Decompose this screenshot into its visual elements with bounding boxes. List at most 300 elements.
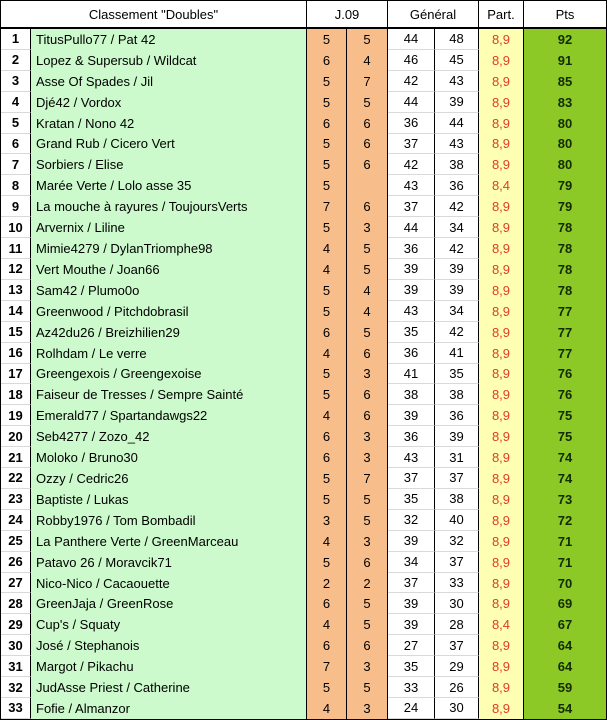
team-name-cell: Faiseur de Tresses / Sempre Sainté xyxy=(31,384,307,405)
rank-cell: 19 xyxy=(1,405,31,426)
general-col1-cell: 38 xyxy=(388,384,435,405)
j09-match1-cell: 4 xyxy=(307,698,347,719)
table-row xyxy=(1,405,606,426)
rank-cell: 12 xyxy=(1,259,31,280)
participation-cell: 8,9 xyxy=(479,134,524,155)
table-row xyxy=(1,259,606,280)
points-cell: 76 xyxy=(524,384,606,405)
header-classement: Classement "Doubles" xyxy=(1,1,307,27)
j09-match1-cell: 4 xyxy=(307,614,347,635)
participation-cell: 8,9 xyxy=(479,113,524,134)
general-col2-cell: 36 xyxy=(435,405,479,426)
table-row xyxy=(1,552,606,573)
participation-cell: 8,9 xyxy=(479,677,524,698)
team-name-cell: GreenJaja / GreenRose xyxy=(31,593,307,614)
j09-match1-cell: 5 xyxy=(307,217,347,238)
j09-match2-cell: 6 xyxy=(347,343,388,364)
rank-cell: 24 xyxy=(1,510,31,531)
participation-cell: 8,9 xyxy=(479,217,524,238)
table-row xyxy=(1,134,606,155)
participation-cell: 8,9 xyxy=(479,322,524,343)
participation-cell: 8,9 xyxy=(479,50,524,71)
rank-cell: 23 xyxy=(1,489,31,510)
header-part: Part. xyxy=(479,1,524,27)
rank-cell: 18 xyxy=(1,384,31,405)
table-row xyxy=(1,698,606,719)
team-name-cell: Kratan / Nono 42 xyxy=(31,113,307,134)
participation-cell: 8,9 xyxy=(479,301,524,322)
team-name-cell: Moloko / Bruno30 xyxy=(31,447,307,468)
general-col1-cell: 37 xyxy=(388,134,435,155)
general-col2-cell: 30 xyxy=(435,593,479,614)
general-col2-cell: 42 xyxy=(435,196,479,217)
table-row xyxy=(1,343,606,364)
participation-cell: 8,9 xyxy=(479,656,524,677)
rank-cell: 30 xyxy=(1,635,31,656)
j09-match2-cell: 6 xyxy=(347,196,388,217)
points-cell: 67 xyxy=(524,614,606,635)
table-row xyxy=(1,614,606,635)
rank-cell: 21 xyxy=(1,447,31,468)
general-col1-cell: 39 xyxy=(388,614,435,635)
points-cell: 74 xyxy=(524,447,606,468)
participation-cell: 8,9 xyxy=(479,71,524,92)
rank-cell: 33 xyxy=(1,698,31,719)
points-cell: 73 xyxy=(524,489,606,510)
j09-match2-cell: 5 xyxy=(347,677,388,698)
general-col1-cell: 41 xyxy=(388,364,435,385)
points-cell: 80 xyxy=(524,154,606,175)
general-col1-cell: 27 xyxy=(388,635,435,656)
rank-cell: 25 xyxy=(1,531,31,552)
table-row xyxy=(1,154,606,175)
table-row xyxy=(1,92,606,113)
j09-match1-cell: 6 xyxy=(307,635,347,656)
table-row xyxy=(1,29,606,50)
team-name-cell: Rolhdam / Le verre xyxy=(31,343,307,364)
j09-match1-cell: 4 xyxy=(307,238,347,259)
participation-cell: 8,9 xyxy=(479,29,524,50)
general-col2-cell: 45 xyxy=(435,50,479,71)
j09-match2-cell: 5 xyxy=(347,322,388,343)
table-row xyxy=(1,573,606,594)
table-row xyxy=(1,677,606,698)
table-row xyxy=(1,196,606,217)
rank-cell: 14 xyxy=(1,301,31,322)
j09-match2-cell: 7 xyxy=(347,71,388,92)
points-cell: 83 xyxy=(524,92,606,113)
team-name-cell: Greengexois / Greengexoise xyxy=(31,364,307,385)
points-cell: 69 xyxy=(524,593,606,614)
team-name-cell: Lopez & Supersub / Wildcat xyxy=(31,50,307,71)
participation-cell: 8,9 xyxy=(479,259,524,280)
general-col1-cell: 44 xyxy=(388,92,435,113)
j09-match2-cell: 5 xyxy=(347,593,388,614)
general-col2-cell: 42 xyxy=(435,322,479,343)
j09-match2-cell: 3 xyxy=(347,426,388,447)
general-col1-cell: 43 xyxy=(388,301,435,322)
rank-cell: 13 xyxy=(1,280,31,301)
points-cell: 92 xyxy=(524,29,606,50)
table-header-row xyxy=(1,1,606,29)
team-name-cell: Az42du26 / Breizhilien29 xyxy=(31,322,307,343)
general-col2-cell: 28 xyxy=(435,614,479,635)
general-col1-cell: 33 xyxy=(388,677,435,698)
rank-cell: 15 xyxy=(1,322,31,343)
j09-match1-cell: 6 xyxy=(307,50,347,71)
points-cell: 75 xyxy=(524,405,606,426)
rank-cell: 31 xyxy=(1,656,31,677)
j09-match2-cell: 4 xyxy=(347,301,388,322)
rank-cell: 10 xyxy=(1,217,31,238)
general-col2-cell: 30 xyxy=(435,698,479,719)
rank-cell: 17 xyxy=(1,364,31,385)
j09-match1-cell: 5 xyxy=(307,92,347,113)
j09-match2-cell: 7 xyxy=(347,468,388,489)
points-cell: 77 xyxy=(524,322,606,343)
table-row xyxy=(1,656,606,677)
general-col1-cell: 44 xyxy=(388,217,435,238)
table-row xyxy=(1,468,606,489)
team-name-cell: José / Stephanois xyxy=(31,635,307,656)
team-name-cell: Sam42 / Plumo0o xyxy=(31,280,307,301)
team-name-cell: Baptiste / Lukas xyxy=(31,489,307,510)
points-cell: 72 xyxy=(524,510,606,531)
j09-match1-cell: 6 xyxy=(307,426,347,447)
participation-cell: 8,9 xyxy=(479,468,524,489)
general-col2-cell: 34 xyxy=(435,217,479,238)
participation-cell: 8,9 xyxy=(479,593,524,614)
participation-cell: 8,9 xyxy=(479,635,524,656)
points-cell: 71 xyxy=(524,531,606,552)
participation-cell: 8,9 xyxy=(479,447,524,468)
points-cell: 91 xyxy=(524,50,606,71)
general-col2-cell: 48 xyxy=(435,29,479,50)
general-col2-cell: 42 xyxy=(435,238,479,259)
j09-match1-cell: 4 xyxy=(307,405,347,426)
j09-match1-cell: 6 xyxy=(307,113,347,134)
j09-match1-cell: 4 xyxy=(307,531,347,552)
j09-match2-cell: 3 xyxy=(347,698,388,719)
general-col1-cell: 39 xyxy=(388,531,435,552)
rank-cell: 7 xyxy=(1,154,31,175)
general-col1-cell: 35 xyxy=(388,322,435,343)
general-col2-cell: 39 xyxy=(435,280,479,301)
general-col2-cell: 29 xyxy=(435,656,479,677)
points-cell: 85 xyxy=(524,71,606,92)
j09-match2-cell: 5 xyxy=(347,510,388,531)
points-cell: 80 xyxy=(524,113,606,134)
j09-match2-cell: 6 xyxy=(347,134,388,155)
general-col1-cell: 36 xyxy=(388,426,435,447)
table-row xyxy=(1,50,606,71)
j09-match1-cell: 5 xyxy=(307,71,347,92)
general-col2-cell: 38 xyxy=(435,384,479,405)
table-row xyxy=(1,447,606,468)
points-cell: 77 xyxy=(524,301,606,322)
j09-match2-cell: 5 xyxy=(347,29,388,50)
general-col1-cell: 39 xyxy=(388,405,435,426)
participation-cell: 8,4 xyxy=(479,614,524,635)
participation-cell: 8,9 xyxy=(479,698,524,719)
general-col2-cell: 37 xyxy=(435,468,479,489)
j09-match2-cell: 5 xyxy=(347,238,388,259)
general-col2-cell: 38 xyxy=(435,154,479,175)
team-name-cell: Ozzy / Cedric26 xyxy=(31,468,307,489)
team-name-cell: Fofie / Almanzor xyxy=(31,698,307,719)
j09-match2-cell: 3 xyxy=(347,531,388,552)
general-col2-cell: 37 xyxy=(435,635,479,656)
table-row xyxy=(1,175,606,196)
j09-match2-cell: 4 xyxy=(347,50,388,71)
general-col2-cell: 39 xyxy=(435,426,479,447)
general-col2-cell: 36 xyxy=(435,175,479,196)
rank-cell: 22 xyxy=(1,468,31,489)
j09-match2-cell: 6 xyxy=(347,552,388,573)
points-cell: 80 xyxy=(524,134,606,155)
table-row xyxy=(1,531,606,552)
participation-cell: 8,9 xyxy=(479,343,524,364)
j09-match1-cell: 5 xyxy=(307,552,347,573)
general-col2-cell: 33 xyxy=(435,573,479,594)
points-cell: 64 xyxy=(524,635,606,656)
team-name-cell: Asse Of Spades / Jil xyxy=(31,71,307,92)
points-cell: 54 xyxy=(524,698,606,719)
points-cell: 79 xyxy=(524,175,606,196)
table-row xyxy=(1,301,606,322)
general-col1-cell: 37 xyxy=(388,573,435,594)
points-cell: 78 xyxy=(524,259,606,280)
table-row xyxy=(1,217,606,238)
rank-cell: 29 xyxy=(1,614,31,635)
j09-match2-cell: 3 xyxy=(347,656,388,677)
participation-cell: 8,9 xyxy=(479,196,524,217)
participation-cell: 8,9 xyxy=(479,426,524,447)
j09-match1-cell: 5 xyxy=(307,301,347,322)
header-j09: J.09 xyxy=(307,1,388,27)
rank-cell: 5 xyxy=(1,113,31,134)
team-name-cell: Cup's / Squaty xyxy=(31,614,307,635)
general-col2-cell: 40 xyxy=(435,510,479,531)
points-cell: 71 xyxy=(524,552,606,573)
team-name-cell: Vert Mouthe / Joan66 xyxy=(31,259,307,280)
rank-cell: 20 xyxy=(1,426,31,447)
points-cell: 59 xyxy=(524,677,606,698)
general-col1-cell: 42 xyxy=(388,154,435,175)
participation-cell: 8,9 xyxy=(479,531,524,552)
team-name-cell: JudAsse Priest / Catherine xyxy=(31,677,307,698)
table-row xyxy=(1,489,606,510)
j09-match2-cell: 5 xyxy=(347,92,388,113)
rank-cell: 9 xyxy=(1,196,31,217)
general-col1-cell: 39 xyxy=(388,259,435,280)
rank-cell: 26 xyxy=(1,552,31,573)
general-col1-cell: 37 xyxy=(388,468,435,489)
participation-cell: 8,9 xyxy=(479,364,524,385)
j09-match1-cell: 5 xyxy=(307,29,347,50)
participation-cell: 8,4 xyxy=(479,175,524,196)
general-col2-cell: 26 xyxy=(435,677,479,698)
j09-match2-cell: 6 xyxy=(347,635,388,656)
points-cell: 75 xyxy=(524,426,606,447)
team-name-cell: Djé42 / Vordox xyxy=(31,92,307,113)
general-col1-cell: 24 xyxy=(388,698,435,719)
rank-cell: 16 xyxy=(1,343,31,364)
general-col1-cell: 43 xyxy=(388,447,435,468)
participation-cell: 8,9 xyxy=(479,552,524,573)
general-col1-cell: 35 xyxy=(388,489,435,510)
general-col2-cell: 44 xyxy=(435,113,479,134)
j09-match1-cell: 5 xyxy=(307,364,347,385)
general-col2-cell: 31 xyxy=(435,447,479,468)
ranking-rows xyxy=(1,29,606,719)
j09-match2-cell: 6 xyxy=(347,405,388,426)
participation-cell: 8,9 xyxy=(479,510,524,531)
team-name-cell: Robby1976 / Tom Bombadil xyxy=(31,510,307,531)
j09-match1-cell: 6 xyxy=(307,322,347,343)
participation-cell: 8,9 xyxy=(479,384,524,405)
j09-match1-cell: 6 xyxy=(307,593,347,614)
j09-match2-cell: 3 xyxy=(347,217,388,238)
j09-match1-cell: 5 xyxy=(307,384,347,405)
general-col1-cell: 44 xyxy=(388,29,435,50)
team-name-cell: Grand Rub / Cicero Vert xyxy=(31,134,307,155)
rank-cell: 6 xyxy=(1,134,31,155)
team-name-cell: Mimie4279 / DylanTriomphe98 xyxy=(31,238,307,259)
general-col1-cell: 36 xyxy=(388,343,435,364)
table-row xyxy=(1,384,606,405)
j09-match1-cell: 7 xyxy=(307,656,347,677)
general-col2-cell: 32 xyxy=(435,531,479,552)
team-name-cell: La Panthere Verte / GreenMarceau xyxy=(31,531,307,552)
rank-cell: 11 xyxy=(1,238,31,259)
j09-match1-cell: 6 xyxy=(307,447,347,468)
j09-match1-cell: 2 xyxy=(307,573,347,594)
rank-cell: 3 xyxy=(1,71,31,92)
general-col2-cell: 34 xyxy=(435,301,479,322)
general-col1-cell: 39 xyxy=(388,280,435,301)
team-name-cell: Emerald77 / Spartandawgs22 xyxy=(31,405,307,426)
points-cell: 70 xyxy=(524,573,606,594)
general-col1-cell: 42 xyxy=(388,71,435,92)
points-cell: 74 xyxy=(524,468,606,489)
general-col1-cell: 43 xyxy=(388,175,435,196)
points-cell: 79 xyxy=(524,196,606,217)
header-pts: Pts xyxy=(555,6,575,22)
participation-cell: 8,9 xyxy=(479,573,524,594)
j09-match1-cell: 7 xyxy=(307,196,347,217)
team-name-cell: Greenwood / Pitchdobrasil xyxy=(31,301,307,322)
general-col2-cell: 41 xyxy=(435,343,479,364)
general-col2-cell: 43 xyxy=(435,71,479,92)
participation-cell: 8,9 xyxy=(479,238,524,259)
team-name-cell: Nico-Nico / Cacaouette xyxy=(31,573,307,594)
general-col2-cell: 35 xyxy=(435,364,479,385)
team-name-cell: La mouche à rayures / ToujoursVerts xyxy=(31,196,307,217)
rank-cell: 32 xyxy=(1,677,31,698)
j09-match1-cell: 5 xyxy=(307,280,347,301)
participation-cell: 8,9 xyxy=(479,405,524,426)
points-cell: 76 xyxy=(524,364,606,385)
j09-match1-cell: 5 xyxy=(307,134,347,155)
table-row xyxy=(1,426,606,447)
general-col1-cell: 36 xyxy=(388,238,435,259)
j09-match2-cell: 5 xyxy=(347,259,388,280)
participation-cell: 8,9 xyxy=(479,92,524,113)
j09-match2-cell: 3 xyxy=(347,364,388,385)
table-row xyxy=(1,635,606,656)
points-cell: 64 xyxy=(524,656,606,677)
team-name-cell: Patavo 26 / Moravcik71 xyxy=(31,552,307,573)
j09-match1-cell: 5 xyxy=(307,175,347,196)
general-col1-cell: 35 xyxy=(388,656,435,677)
j09-match2-cell: 5 xyxy=(347,489,388,510)
j09-match1-cell: 3 xyxy=(307,510,347,531)
general-col2-cell: 39 xyxy=(435,92,479,113)
j09-match1-cell: 5 xyxy=(307,677,347,698)
general-col2-cell: 39 xyxy=(435,259,479,280)
table-row xyxy=(1,71,606,92)
points-cell: 78 xyxy=(524,280,606,301)
general-col1-cell: 36 xyxy=(388,113,435,134)
table-row xyxy=(1,322,606,343)
rank-cell: 28 xyxy=(1,593,31,614)
participation-cell: 8,9 xyxy=(479,154,524,175)
j09-match2-cell: 5 xyxy=(347,614,388,635)
team-name-cell: Sorbiers / Elise xyxy=(31,154,307,175)
j09-match2-cell: 2 xyxy=(347,573,388,594)
j09-match1-cell: 5 xyxy=(307,154,347,175)
general-col2-cell: 38 xyxy=(435,489,479,510)
rank-cell: 4 xyxy=(1,92,31,113)
team-name-cell: Arvernix / Liline xyxy=(31,217,307,238)
general-col1-cell: 39 xyxy=(388,593,435,614)
team-name-cell: Seb4277 / Zozo_42 xyxy=(31,426,307,447)
j09-match1-cell: 4 xyxy=(307,259,347,280)
general-col1-cell: 34 xyxy=(388,552,435,573)
general-col1-cell: 32 xyxy=(388,510,435,531)
table-row xyxy=(1,238,606,259)
table-row xyxy=(1,593,606,614)
j09-match2-cell: 6 xyxy=(347,154,388,175)
general-col2-cell: 43 xyxy=(435,134,479,155)
general-col2-cell: 37 xyxy=(435,552,479,573)
general-col1-cell: 46 xyxy=(388,50,435,71)
j09-match1-cell: 5 xyxy=(307,468,347,489)
j09-match1-cell: 5 xyxy=(307,489,347,510)
points-cell: 78 xyxy=(524,217,606,238)
j09-match2-cell: 6 xyxy=(347,113,388,134)
participation-cell: 8,9 xyxy=(479,280,524,301)
team-name-cell: TitusPullo77 / Pat 42 xyxy=(31,29,307,50)
rank-cell: 8 xyxy=(1,175,31,196)
points-cell: 78 xyxy=(524,238,606,259)
j09-match2-cell: 3 xyxy=(347,447,388,468)
j09-match2-cell: 6 xyxy=(347,384,388,405)
team-name-cell: Marée Verte / Lolo asse 35 xyxy=(31,175,307,196)
table-row xyxy=(1,280,606,301)
rank-cell: 1 xyxy=(1,29,31,50)
table-row xyxy=(1,113,606,134)
rank-cell: 2 xyxy=(1,50,31,71)
points-cell: 77 xyxy=(524,343,606,364)
j09-match2-cell xyxy=(347,175,388,196)
participation-cell: 8,9 xyxy=(479,489,524,510)
j09-match1-cell: 4 xyxy=(307,343,347,364)
rank-cell: 27 xyxy=(1,573,31,594)
j09-match2-cell: 4 xyxy=(347,280,388,301)
table-row xyxy=(1,364,606,385)
